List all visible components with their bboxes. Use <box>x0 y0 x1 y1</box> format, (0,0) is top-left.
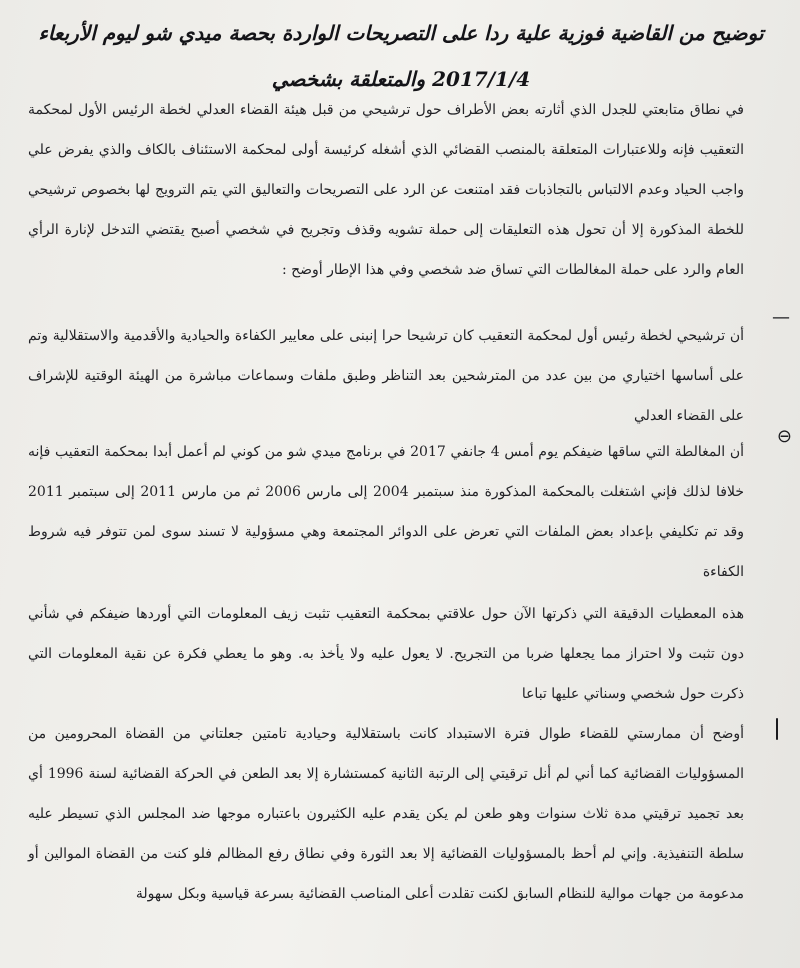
cassation-court-paragraph: أن المغالطة التي ساقها ضيفكم يوم أمس 4 جانفي 2017 في برنامج ميدي شو من كوني لم أعمل أبدا بمحكمة التعقيب فإنه خلافا لذلك فإني اشتغلت بالمحكمة المذكورة منذ سبتمبر 2004 إلى مارس 2006 ثم من مارس 2011 إلى سبتمبر 2011 وقد تم تكليفي بإعداد بعض الملفات التي تعرض على الدوائر المجتمعة وهي مسؤولية لا تسند سوى لمن تتوفر فيه شروط الكفاءة <box>28 444 744 580</box>
dash-marker-icon: — <box>772 307 790 328</box>
document-title <box>20 10 782 102</box>
title-line-2: 2017/1/4 والمتعلقة بشخصي <box>271 67 531 91</box>
struck-marker-icon: ⊖ <box>776 426 792 447</box>
intro-paragraph: في نطاق متابعتي للجدل الذي أثارته بعض الأطراف حول ترشيحي من قبل هيئة القضاء العدلي لخطة الرئيس الأول لمحكمة التعقيب فإنه وللاعتبارات المتعلقة بالمنصب القضائي الذي أشغله كرئيسة أولى لمحكمة الاستئناف بالكاف والذي يفرض علي واجب الحياد وعدم الالتباس بالتجاذبات فقد امتنعت عن الرد على التصريحات والتعاليق التي يتم الترويج لها بخصوص ترشيحي للخطة المذكورة إلا أن تحول هذه التعليقات إلى حملة تشويه وقذف وتجريح في شخصي أصبح يقتضي التدخل لإنارة الرأي العام والرد على حملة المغالطات التي تساق ضد شخصي وفي هذا الإطار أوضح : <box>28 102 744 278</box>
margin-stroke-icon <box>776 718 778 740</box>
judicial-practice-paragraph: أوضح أن ممارستي للقضاء طوال فترة الاستبداد كانت باستقلالية وحيادية تامتين جعلتاني من القضاة المحرومين من المسؤوليات القضائية كما أني لم أنل ترقيتي إلى الرتبة الثانية كمستشارة إلا بعد الطعن في الحركة القضائية لسنة 1996 أي بعد تجميد ترقيتي مدة ثلاث سنوات وهو طعن لم يكن يقدم عليه الكثيرون باعتباره موجها ضد المجلس الذي تسيطر عليه سلطة التنفيذية. وإني لم أحظ بالمسؤوليات القضائية إلا بعد الثورة وفي نطاق رفع المظالم فلو كنت من القضاة الموالين أو مدعومة من جهات موالية للنظام السابق لكنت تقلدت أعلى المناصب القضائية بسرعة قياسية وبكل سهولة <box>28 726 744 902</box>
title-line-1: توضيح من القاضية فوزية علية ردا على التصريحات الواردة بحصة ميدي شو ليوم الأربعاء <box>38 21 764 45</box>
nomination-paragraph: أن ترشيحي لخطة رئيس أول لمحكمة التعقيب كان ترشيحا حرا إنبنى على معايير الكفاءة والحيادية والأقدمية والاستقلالية وتم على أساسها اختياري من بين عدد من المترشحين بعد التناظر وطبق ملفات وسماعات مباشرة من الهيئة الوقتية للإشراف على القضاء العدلي <box>28 328 745 424</box>
facts-paragraph: هذه المعطيات الدقيقة التي ذكرتها الآن حول علاقتي بمحكمة التعقيب تثبت زيف المعلومات التي أوردها ضيفكم في شأني دون تثبت ولا احتراز مما يجعلها ضربا من التجريح. لا يعول عليه ولا يأخذ به. وهو ما يعطي فكرة عن نقية المعلومات التي ذكرت حول شخصي وسناتي عليها تباعا <box>28 606 744 702</box>
